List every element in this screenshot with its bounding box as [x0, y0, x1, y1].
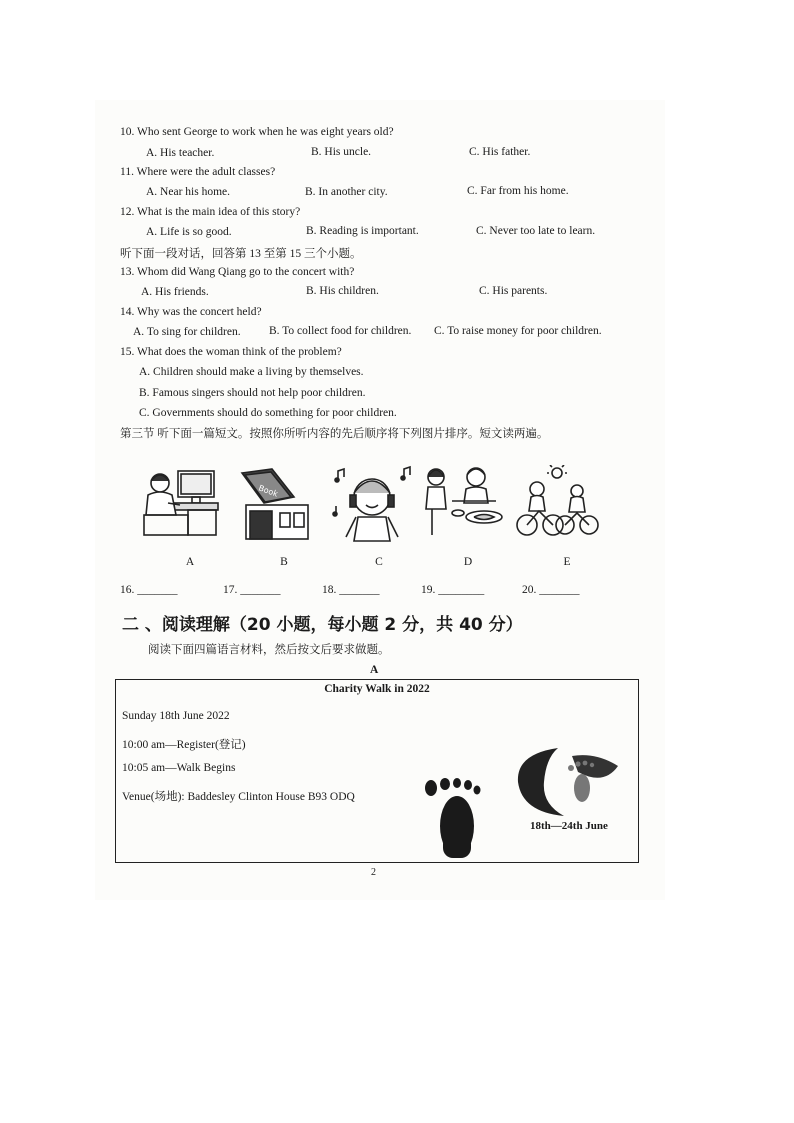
option-10a: A. His teacher.	[146, 147, 215, 159]
option-14a: A. To sing for children.	[133, 326, 241, 338]
notice-title: Charity Walk in 2022	[324, 683, 430, 695]
charity-walk-notice	[115, 679, 639, 863]
answer-blank-18[interactable]: 18. _______	[322, 584, 380, 596]
question-12: 12. What is the main idea of this story?	[120, 206, 301, 218]
instruction-13-15: 听下面一段对话，回答第 13 至第 15 三个小题。	[120, 248, 362, 260]
footprint-icon	[421, 776, 491, 860]
option-15c: C. Governments should do something for poor children.	[139, 407, 397, 419]
charity-logo-icon	[516, 746, 626, 820]
question-13: 13. Whom did Wang Qiang go to the concert with?	[120, 266, 355, 278]
question-15: 15. What does the woman think of the problem?	[120, 346, 342, 358]
option-10b: B. His uncle.	[311, 146, 372, 158]
picture-a-computer-illustration	[140, 465, 225, 545]
option-11a: A. Near his home.	[146, 186, 230, 198]
option-15b: B. Famous singers should not help poor children.	[139, 387, 366, 399]
question-14: 14. Why was the concert held?	[120, 306, 262, 318]
option-13a: A. His friends.	[141, 286, 209, 298]
part2-title: 二 、阅读理解（20 小题，每小题 2 分，共 40 分）	[122, 615, 523, 635]
page-number: 2	[371, 867, 376, 878]
option-14c: C. To raise money for poor children.	[434, 325, 602, 337]
answer-blank-16[interactable]: 16. _______	[120, 584, 178, 596]
question-10: 10. Who sent George to work when he was eight years old?	[120, 126, 394, 138]
option-12c: C. Never too late to learn.	[476, 225, 596, 237]
option-13c: C. His parents.	[479, 285, 548, 297]
picture-c-music-illustration	[330, 465, 415, 545]
option-12a: A. Life is so good.	[146, 226, 232, 238]
option-10c: C. His father.	[469, 146, 531, 158]
picture-label-e: E	[563, 556, 571, 568]
answer-blank-19[interactable]: 19. ________	[421, 584, 485, 596]
notice-venue: Venue(场地): Baddesley Clinton House B93 ODQ	[122, 791, 355, 803]
picture-d-eating-illustration	[422, 465, 507, 545]
part2-instruction: 阅读下面四篇语言材料，然后按文后要求做题。	[148, 644, 390, 656]
picture-label-d: D	[463, 556, 473, 568]
picture-b-book-illustration	[236, 465, 321, 545]
question-11: 11. Where were the adult classes?	[120, 166, 276, 178]
option-13b: B. His children.	[306, 285, 379, 297]
notice-register: 10:00 am—Register(登记)	[122, 739, 246, 751]
option-15a: A. Children should make a living by themselves.	[139, 366, 364, 378]
book-cover-text: Book	[257, 483, 280, 499]
section3-instruction: 第三节 听下面一篇短文。按照你所听内容的先后顺序将下列图片排序。短文读两遍。	[120, 428, 549, 440]
picture-e-cycling-illustration	[515, 465, 600, 545]
picture-label-a: A	[185, 556, 195, 568]
option-14b: B. To collect food for children.	[269, 325, 412, 337]
option-11c: C. Far from his home.	[467, 185, 569, 197]
picture-label-c: C	[375, 556, 383, 568]
notice-date-range: 18th—24th June	[530, 820, 608, 832]
option-11b: B. In another city.	[305, 186, 388, 198]
notice-walk: 10:05 am—Walk Begins	[122, 762, 236, 774]
option-12b: B. Reading is important.	[306, 225, 419, 237]
answer-blank-20[interactable]: 20. _______	[522, 584, 580, 596]
answer-blank-17[interactable]: 17. _______	[223, 584, 281, 596]
notice-date: Sunday 18th June 2022	[122, 710, 230, 722]
picture-label-b: B	[280, 556, 288, 568]
passage-label: A	[370, 664, 379, 676]
